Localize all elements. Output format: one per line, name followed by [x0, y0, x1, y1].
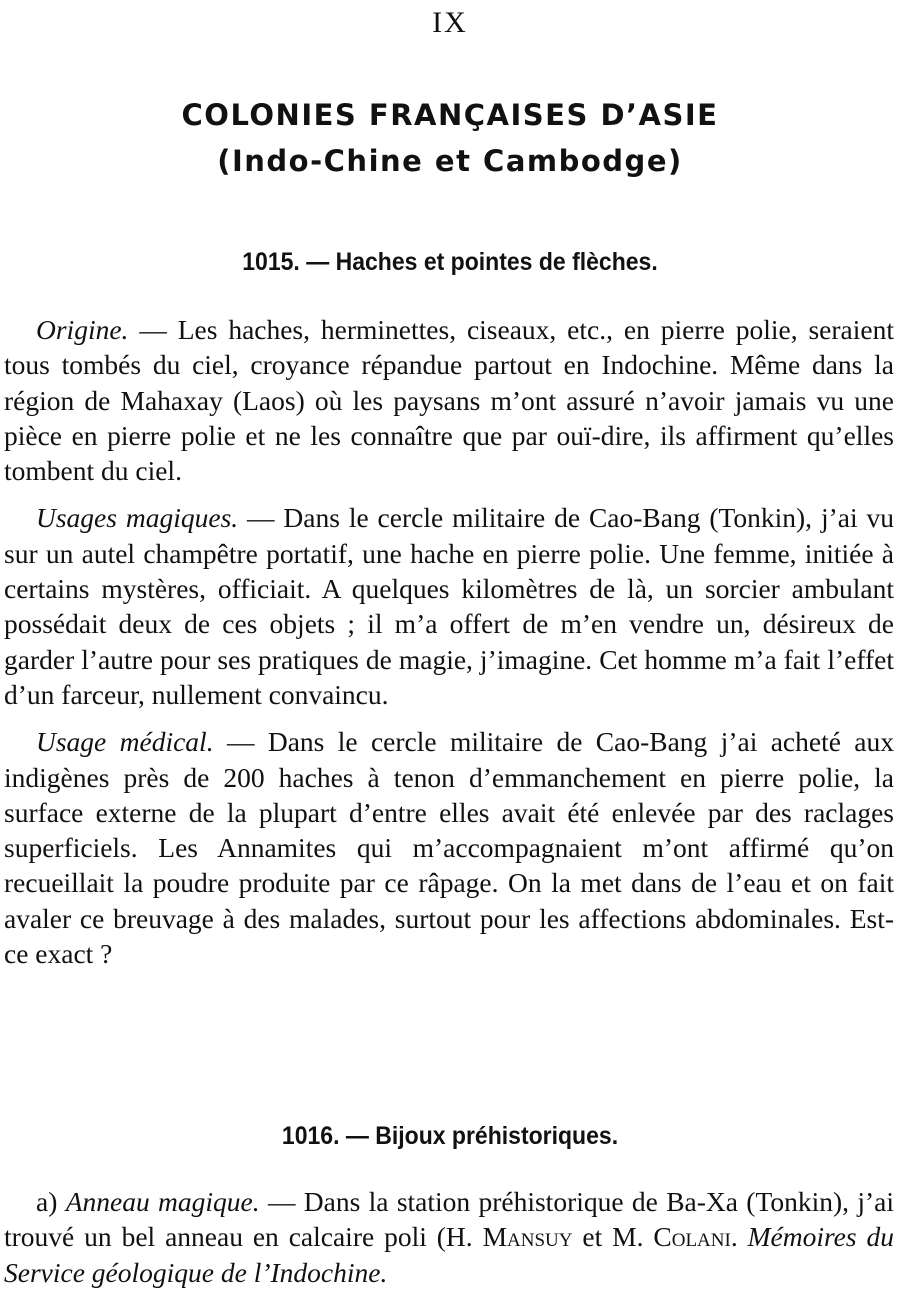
- journal-title: Mémoires du Service géologique de l’Indochine.: [4, 1221, 895, 1288]
- chapter-number: IX: [432, 6, 468, 39]
- section-body-1015: [4, 312, 894, 971]
- paragraph-text: et M.: [572, 1221, 654, 1253]
- paragraph-text: — Dans le cercle militaire de Cao-Bang (Tonkin), j’ai vu sur un autel champêtre portatif, une hache en pierre polie. Une femme, initiée à certains mystères, officiait. A quelques kilomètres de là, un sorcier ambulant possédait deux de ces objets ; il m’a offert de m’en vendre un, désireux de garder l’autre pour ses pratiques de magie, j’imagine. Cet homme m’a fait l’effet d’un farceur, nullement convaincu.: [4, 502, 894, 710]
- paragraph-lead: Usages magiques.: [36, 502, 239, 534]
- paragraph-usages-magiques: [4, 500, 894, 712]
- section-number: 1015.: [242, 248, 300, 276]
- paragraph-text: — Dans la station préhistorique de Ba-Xa (Tonkin), j’ai trouvé un bel anneau en calcaire poli (H.: [4, 1186, 894, 1253]
- paragraph-lead: Anneau magique.: [65, 1186, 260, 1217]
- paragraph-usage-medical: [4, 724, 894, 971]
- section-title: Bijoux préhistoriques.: [375, 1122, 619, 1150]
- paragraph-text: — Les haches, herminettes, ciseaux, etc., en pierre polie, seraient tous tombés du ciel, croyance répandue partout en Indochine. Même dans la région de Mahaxay (Laos) où les paysans m’ont assuré n’avoir jamais vu une pièce en pierre polie et ne les connaître que par ouï-dire, ils affirment qu’elles tombent du ciel.: [4, 314, 894, 487]
- section-number: 1016.: [281, 1122, 340, 1150]
- section-title: Haches et pointes de flèches.: [335, 248, 658, 276]
- section-dash: —: [339, 1122, 376, 1150]
- author-name: Colani: [653, 1221, 731, 1253]
- section-body-1016: [4, 1184, 894, 1290]
- paragraph-text: — Dans le cercle militaire de Cao-Bang j’ai acheté aux indigènes près de 200 haches à tenon d’emmanchement en pierre polie, la surface externe de la plupart d’entre elles avait été enlevée par des raclages superficiels. Les Annamites qui m’accompagnaient m’ont affirmé qu’on recueillait la poudre produite par ce râpage. On la met dans de l’eau et on fait avaler ce breuvage à des malades, surtout pour les affections abdominales. Est-ce exact ?: [4, 726, 894, 970]
- author-name: Mansuy: [482, 1221, 573, 1253]
- section-dash: —: [299, 248, 336, 276]
- section-heading-1015: [36, 248, 864, 277]
- paragraph-origine: [4, 312, 894, 488]
- chapter-title-line1: COLONIES FRANÇAISES D’ASIE: [181, 98, 719, 132]
- paragraph-lead: Usage médical.: [36, 726, 214, 758]
- chapter-title-line2: (Indo-Chine et Cambodge): [217, 144, 683, 178]
- paragraph-lead: Origine.: [36, 314, 129, 345]
- paragraph-text: .: [730, 1221, 748, 1253]
- section-heading-1016: [36, 1122, 864, 1151]
- paragraph-anneau-magique: [4, 1184, 894, 1290]
- paragraph-prefix: a): [36, 1186, 66, 1217]
- chapter-title: [0, 92, 900, 184]
